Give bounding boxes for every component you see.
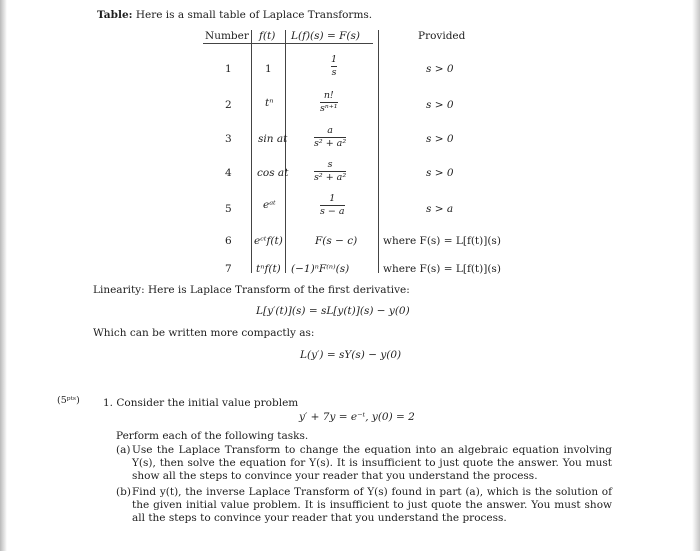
fraction-denominator: s² + a² <box>314 138 347 149</box>
part-a-text: Use the Laplace Transform to change the equation into an algebraic equation involving Y(s), then solve the equation for Y(s). It is insufficient to just quote the answer. You must show all the steps to convince your reader that you understand the process. <box>132 444 612 482</box>
fraction-denominator: s <box>331 67 337 78</box>
row-ft: tⁿf(t) <box>256 263 281 275</box>
row-ft: sin at <box>258 133 288 145</box>
row-ft: tⁿ <box>265 97 274 109</box>
fraction-numerator: s <box>327 159 333 170</box>
table-heading-label: Table: <box>97 9 133 21</box>
problem-intro: 1. Consider the initial value problem <box>103 397 299 409</box>
row-transform-fraction <box>314 159 346 184</box>
fraction-numerator: 1 <box>331 54 338 65</box>
row-transform: F(s − c) <box>315 235 358 247</box>
derivative-equation: L[y′(t)](s) = sL[y(t)](s) − y(0) <box>256 305 410 317</box>
fraction-denominator: s − a <box>320 206 345 217</box>
table-divider-3 <box>378 30 379 273</box>
row-transform: (−1)ⁿF⁽ⁿ⁾(s) <box>291 263 350 275</box>
page-edge-shadow-right <box>692 0 700 551</box>
row-provided: s > 0 <box>426 167 454 179</box>
header-lf: L(f)(s) = F(s) <box>291 30 360 42</box>
part-b-text: Find y(t), the inverse Laplace Transform of Y(s) found in part (a), which is the solution of the given initial value problem. It is insufficient to just quote the answer. You must show all the steps to convince your reader that you understand the process. <box>132 486 612 524</box>
row-number: 1 <box>225 63 232 75</box>
row-provided: where F(s) = L[f(t)](s) <box>383 235 501 247</box>
row-number: 5 <box>225 203 232 215</box>
part-a-label: (a) <box>116 444 131 456</box>
row-provided: where F(s) = L[f(t)](s) <box>383 263 501 275</box>
row-transform-fraction <box>320 90 338 115</box>
compact-equation: L(y′) = sY(s) − y(0) <box>300 349 402 361</box>
row-ft: cos at <box>257 167 289 179</box>
fraction-numerator: n! <box>323 90 334 101</box>
fraction-numerator: 1 <box>329 193 336 204</box>
row-number: 2 <box>225 99 232 111</box>
row-provided: s > a <box>426 203 454 215</box>
tasks-text: Perform each of the following tasks. <box>116 430 309 442</box>
row-transform-fraction <box>320 193 345 218</box>
row-provided: s > 0 <box>426 63 454 75</box>
table-divider-2 <box>285 30 286 273</box>
row-number: 4 <box>225 167 232 179</box>
table-heading <box>97 9 372 21</box>
row-ft: 1 <box>265 63 272 75</box>
table-divider-1 <box>251 30 252 273</box>
fraction-denominator: s² + a² <box>314 172 347 183</box>
row-provided: s > 0 <box>426 99 454 111</box>
row-ft: eᵃᵗ <box>263 199 276 211</box>
fraction-denominator: sⁿ⁺¹ <box>320 103 338 114</box>
row-transform-fraction <box>331 54 337 79</box>
row-number: 6 <box>225 235 232 247</box>
row-number: 3 <box>225 133 232 145</box>
row-ft: eᶜᵗf(t) <box>254 235 283 247</box>
header-ft: f(t) <box>259 30 276 42</box>
table-header-rule <box>203 43 373 44</box>
ivp-equation: y′ + 7y = e⁻ᵗ, y(0) = 2 <box>299 411 415 423</box>
compact-text: Which can be written more compactly as: <box>93 327 315 339</box>
header-provided: Provided <box>418 30 466 42</box>
points-label: (5ᵖᵗˢ) <box>57 395 80 406</box>
table-heading-text: Here is a small table of Laplace Transforms. <box>135 9 373 21</box>
row-transform-fraction <box>314 125 346 150</box>
row-number: 7 <box>225 263 232 275</box>
part-b-label: (b) <box>116 486 131 498</box>
page-edge-shadow-left <box>0 0 7 551</box>
row-provided: s > 0 <box>426 133 454 145</box>
header-number: Number <box>205 30 249 42</box>
linearity-text: Linearity: Here is Laplace Transform of the first derivative: <box>93 284 410 296</box>
fraction-numerator: a <box>327 125 333 136</box>
